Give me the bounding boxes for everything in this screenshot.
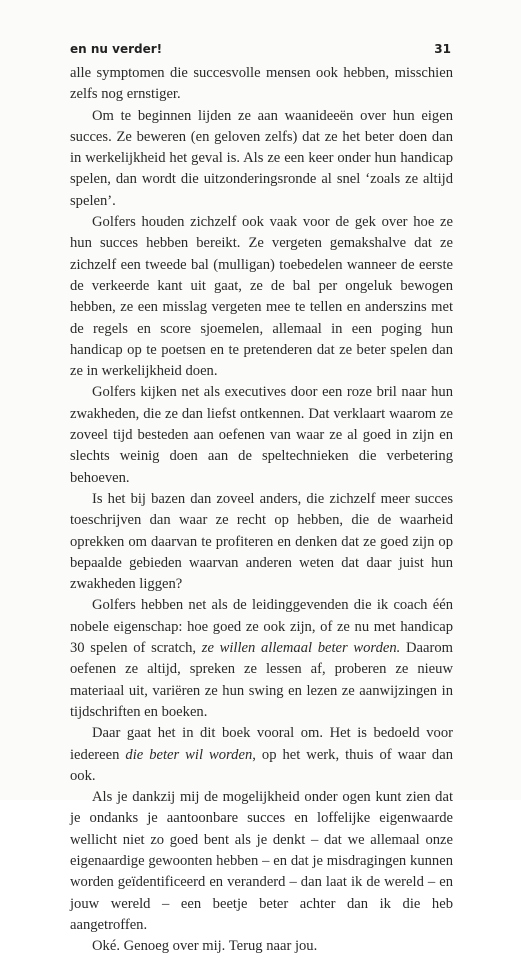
paragraph-9: Oké. Genoeg over mij. Terug naar jou. [92,938,318,955]
body-text [70,63,453,957]
running-header [70,42,451,56]
paragraph-1: alle symptomen die succesvolle mensen ook hebben, misschien zelfs nog ernstiger. [70,65,453,103]
paragraph-5: Is het bij bazen dan zoveel anders, die zichzelf meer succes toeschrijven dan waar ze recht op hebben, die de waarheid oprekken om daarvan te profiteren en denken dat ze goed zijn op bepaalde gebieden waarvan anderen weten dat daar juist hun zwakheden liggen? [70,490,453,593]
paragraph-7-emphasis: die beter wil worden [125,746,253,763]
paragraph-6-text-end: Daarom oefenen ze altijd, spreken ze lessen af, proberen ze nieuw materiaal uit, variëren ze hun swing en lezen ze aanwijzingen in tijdschriften en boeken. [70,640,453,720]
paragraph-6-text: Golfers hebben net als de leidinggevenden die ik coach één nobele eigenschap: hoe goed ze ook zijn, of ze nu met handicap 30 spelen of scratch, [70,597,453,657]
paragraph-7-text-end: , op het werk, thuis of waar dan ook. [70,746,453,784]
paragraph-2: Om te beginnen lijden ze aan waanideeën over hun eigen succes. Ze beweren (en geloven zelfs) dat ze het beter doen dan in werkelijkheid het geval is. Als ze een keer onder hun handicap spelen, dan wordt die uitzonderingsronde al snel ‘zoals ze altijd spelen’. [70,107,453,209]
paragraph-7 [70,723,453,787]
paragraph-4: Golfers kijken net als executives door een roze bril naar hun zwakheden, die ze dan liefst ontkennen. Dat verklaart waarom ze zoveel tijd besteden aan oefenen van waar ze al goed in zijn en slechts weinig doen aan de speltechnieken die verbetering behoeven. [70,384,453,486]
paragraph-3: Golfers houden zichzelf ook vaak voor de gek over hoe ze hun succes hebben bereikt. Ze vergeten gemakshalve dat ze zichzelf een tweede bal (mulligan) toebedelen wanneer de eerste de verkeerde kant uit gaat, ze de bal per ongeluk bewogen hebben, ze een misslag vergeten mee te tellen en anderszins met de regels en score sjoemelen, allemaal in een poging hun handicap op te poetsen en te pretenderen dat ze beter spelen dan ze in werkelijkheid doen. [70,214,453,380]
paragraph-6-emphasis: ze willen allemaal beter worden. [201,640,401,657]
paragraph-6 [70,595,453,723]
paragraph-8: Als je dankzij mij de mogelijkheid onder ogen kunt zien dat je ondanks je aantoonbare succes en loffelijke eigenwaarde wellicht niet zo goed bent als je denkt – dat we allemaal onze eigenaardige gewoonten hebben – en dat je misdragingen kunnen worden geïdentificeerd en veranderd – dan laat ik de wereld – en jouw wereld – een beetje beter achter dan ik die heb aangetroffen. [70,789,453,933]
page-number: 31 [434,42,451,56]
chapter-title: en nu verder! [70,42,163,56]
paragraph-7-text: Daar gaat het in dit boek vooral om. Het is bedoeld voor iedereen [70,725,453,763]
